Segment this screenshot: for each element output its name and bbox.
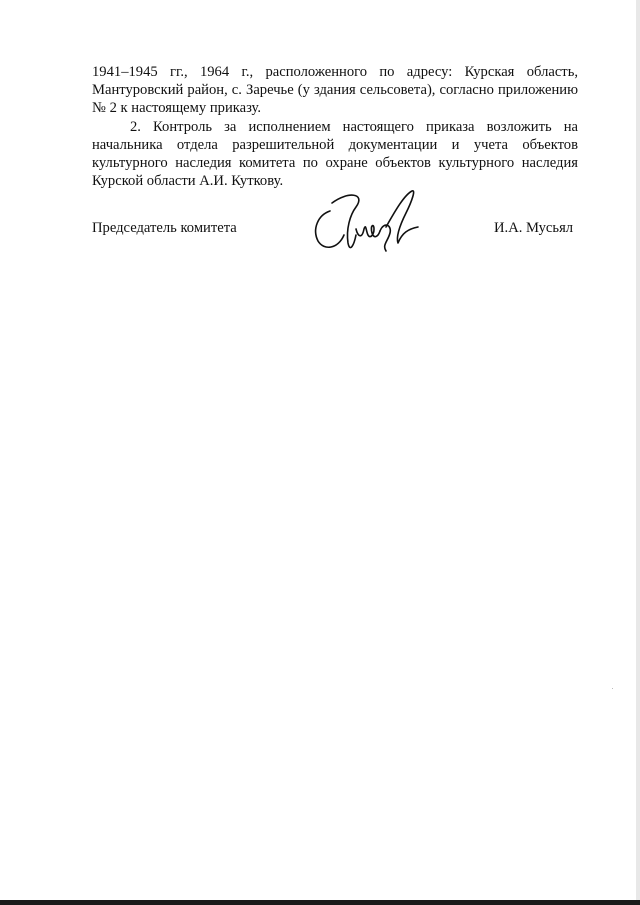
signer-name: И.А. Мусьял (494, 220, 574, 236)
paragraph-1-line-3: приложению № 2 к настоящему приказу. (92, 82, 578, 117)
paragraph-1 (92, 63, 578, 118)
position-title: Председатель комитета (92, 220, 237, 236)
paragraph-2 (92, 118, 578, 191)
paragraph-2-line-2: начальника отдела разрешительной документации и учета объектов (92, 136, 578, 153)
paragraph-2-line-3: культурного наследия комитета по охране объектов культурного наследия (92, 155, 578, 172)
handwritten-signature (308, 185, 426, 257)
paragraph-2-line-4: Курской области А.И. Куткову. (92, 173, 284, 190)
document-body (92, 63, 578, 190)
scan-edge-bottom (0, 900, 640, 905)
scan-edge-right (636, 0, 640, 905)
paragraph-1-line-2: Мантуровский район, с. Заречье (у здания сельсовета), согласно (92, 82, 494, 99)
paragraph-1-line-1: 1941–1945 гг., 1964 г., расположенного по адресу: Курская область, (92, 64, 578, 80)
scan-speck (612, 688, 613, 689)
paragraph-2-line-1: 2. Контроль за исполнением настоящего приказа возложить на (130, 118, 578, 135)
